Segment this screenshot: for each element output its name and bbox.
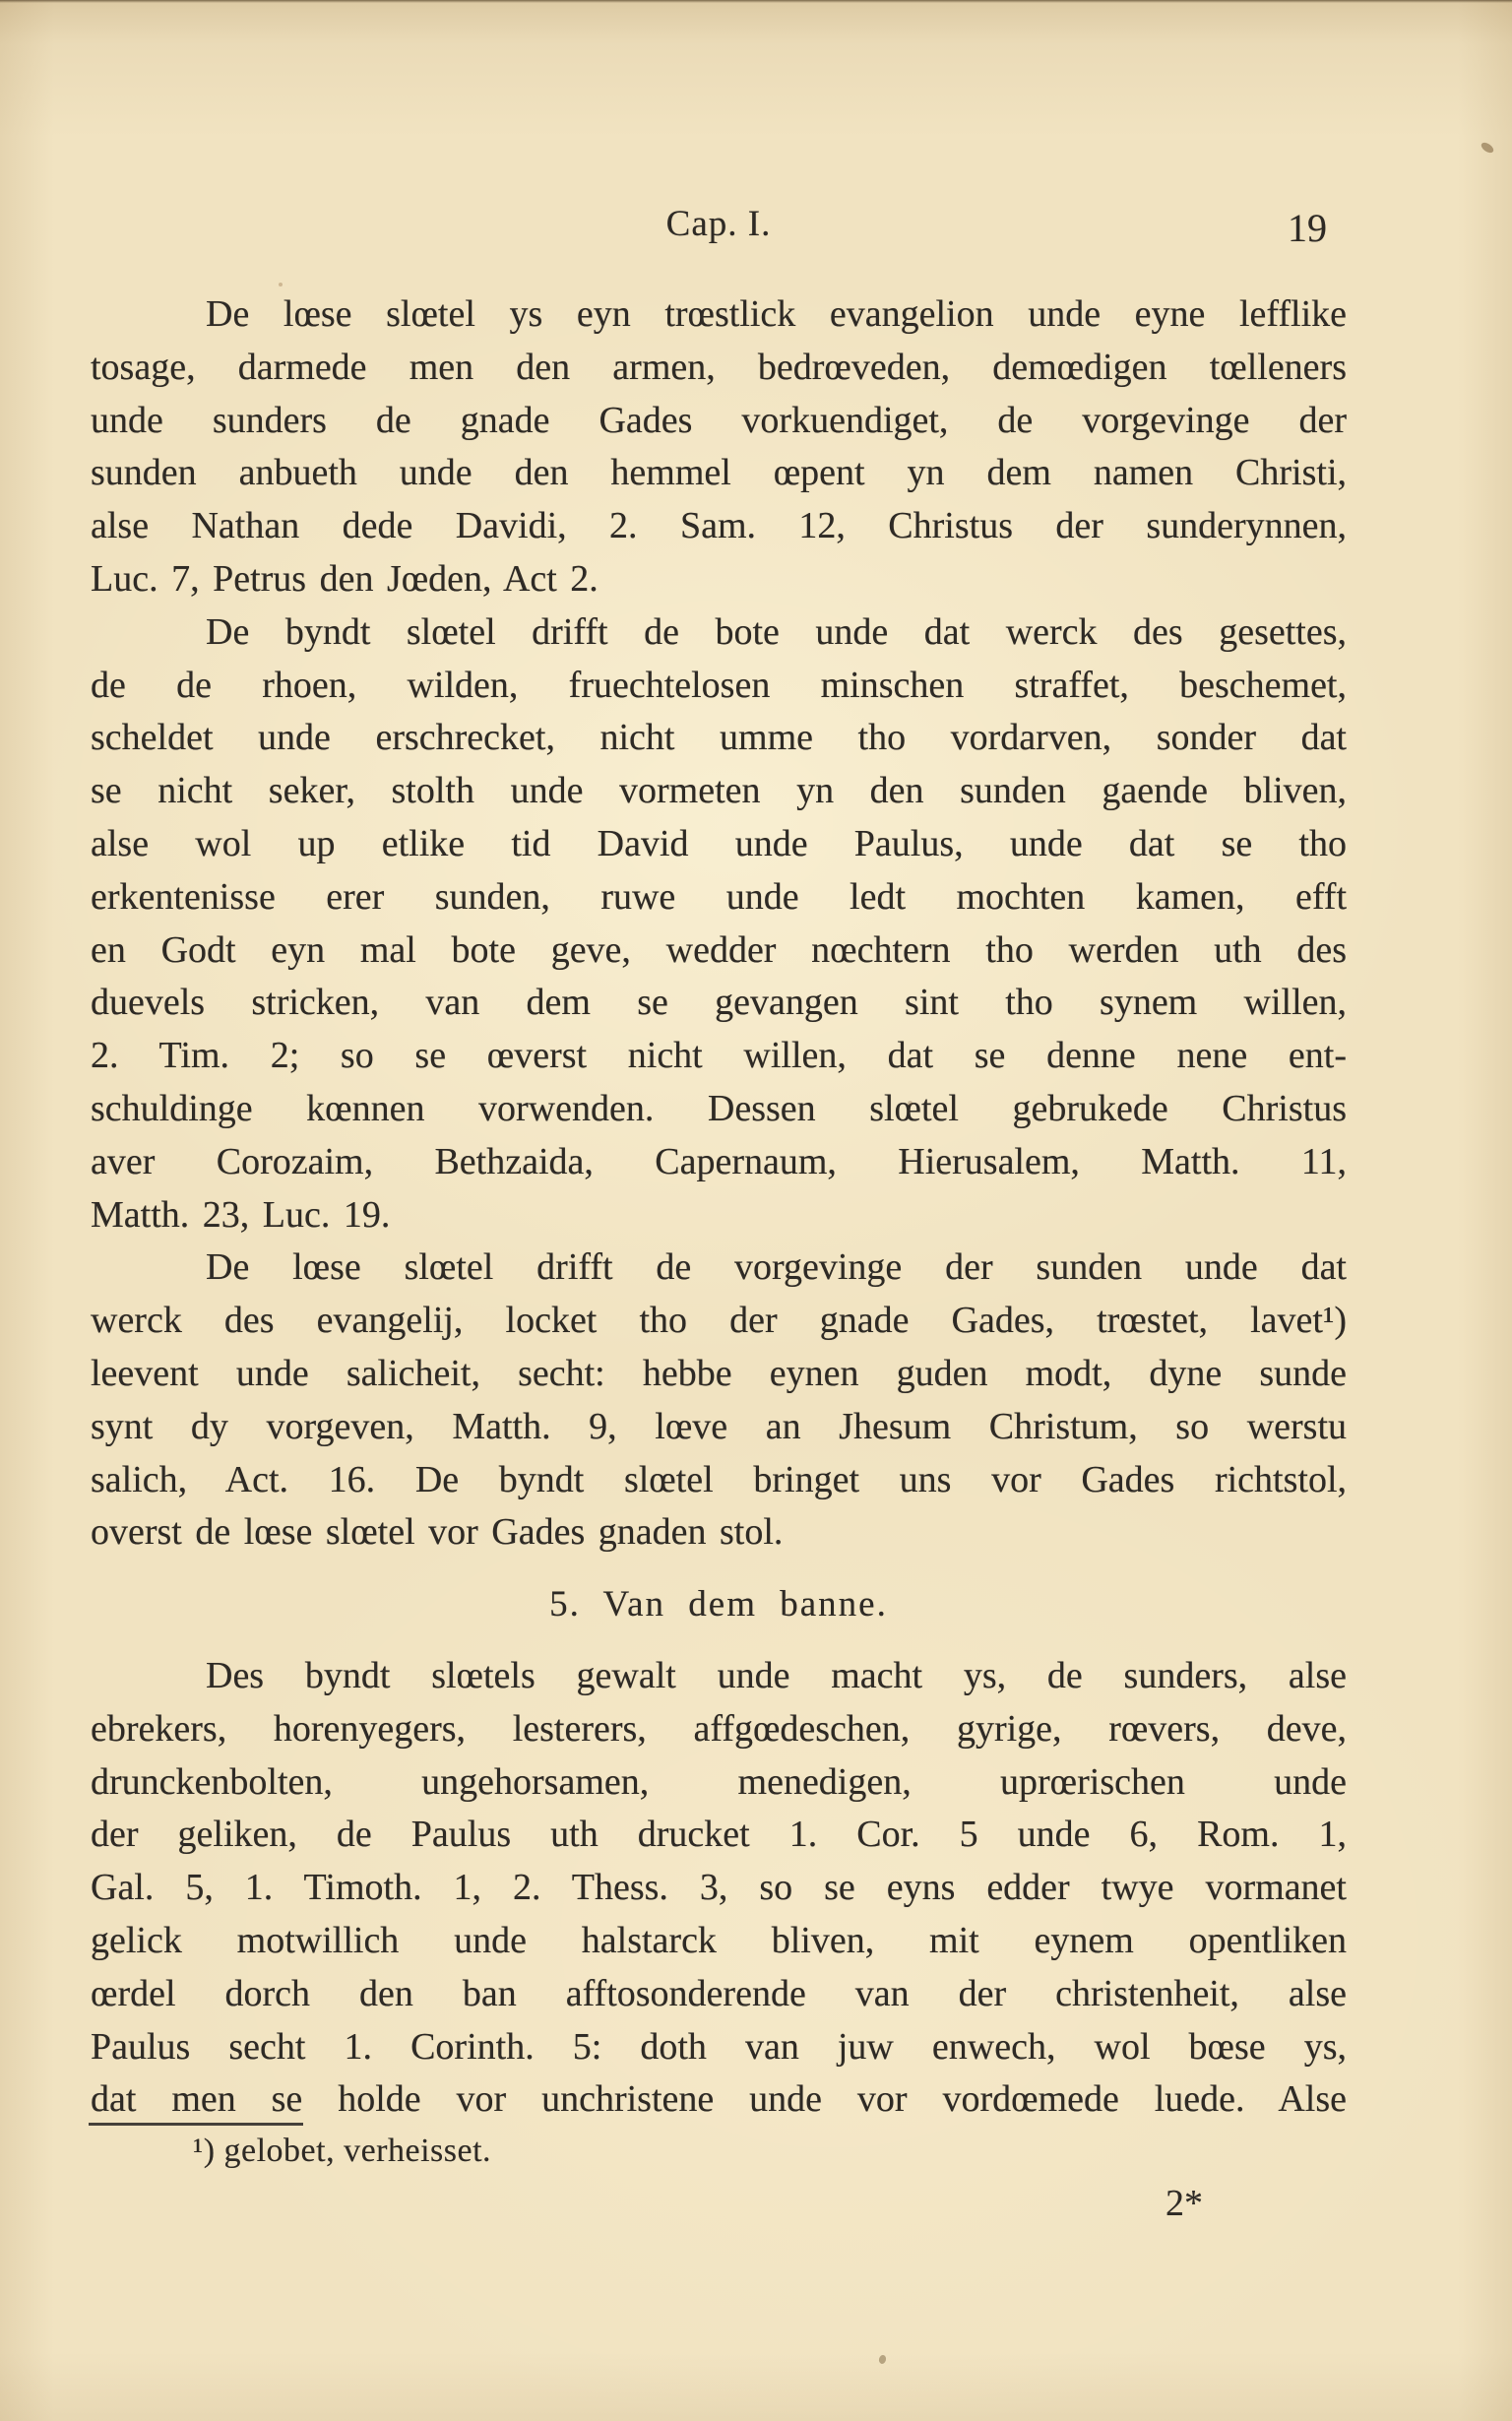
paper-speck (1480, 141, 1495, 156)
text-line: gelick motwillich unde halstarck bliven, mit eynem opentliken (91, 1919, 1347, 1961)
text-line: sunden anbueth unde den hemmel œpent yn dem namen Christi, (91, 452, 1347, 494)
footnote-text: gelobet, verheisset. (223, 2133, 492, 2169)
page-number: 19 (1288, 206, 1327, 250)
text-block (91, 288, 1347, 2127)
text-line: œrdel dorch den ban afftosonderende van der christenheit, alse (91, 1972, 1347, 2014)
text-line: en Godt eyn mal bote geve, wedder nœchtern tho werden uth des (91, 928, 1347, 971)
text-line: 2. Tim. 2; so se œverst nicht willen, dat se denne nene ent- (91, 1035, 1347, 1077)
text-line: erkentenisse erer sunden, ruwe unde ledt mochten kamen, efft (91, 875, 1347, 918)
footnote-marker: ¹) (193, 2133, 216, 2169)
text-line: duevels stricken, van dem se gevangen sint tho synem willen, (91, 982, 1347, 1024)
footnote-separator (89, 2123, 303, 2126)
text-line: De byndt slœtel drifft de bote unde dat werck des gesettes, (206, 610, 1347, 653)
section-heading: 5. Van dem banne. (549, 1584, 888, 1625)
text-line: De lœse slœtel drifft de vorgevinge der sunden unde dat (206, 1246, 1347, 1289)
text-line: scheldet unde erschrecket, nicht umme tho vordarven, sonder dat (91, 717, 1347, 759)
text-line: Matth. 23, Luc. 19. (91, 1193, 391, 1236)
text-line: de de rhoen, wilden, fruechtelosen minschen straffet, beschemet, (91, 664, 1347, 706)
text-line: salich, Act. 16. De byndt slœtel bringet uns vor Gades richtstol, (91, 1458, 1347, 1500)
footnote (193, 2133, 491, 2170)
text-line: synt dy vorgeven, Matth. 9, lœve an Jhesum Christum, so werstu (91, 1405, 1347, 1447)
running-header (91, 203, 1347, 252)
text-line: Gal. 5, 1. Timoth. 1, 2. Thess. 3, so se eyns edder twye vormanet (91, 1867, 1347, 1909)
page-top-edge (0, 0, 1512, 3)
paper-speck (878, 2354, 887, 2365)
text-line: Paulus secht 1. Corinth. 5: doth van juw enwech, wol bœse ys, (91, 2025, 1347, 2068)
text-line: leevent unde salicheit, secht: hebbe eynen guden modt, dyne sunde (91, 1352, 1347, 1394)
text-line: schuldinge kœnnen vorwenden. Dessen slœtel gebrukede Christus (91, 1087, 1347, 1129)
paper-speck (908, 1101, 913, 1106)
text-line: Des byndt slœtels gewalt unde macht ys, de sunders, alse (206, 1654, 1347, 1696)
text-line: dat men se holde vor unchristene unde vor vordœmede luede. Alse (91, 2078, 1347, 2121)
text-line: alse wol up etlike tid David unde Paulus, unde dat se tho (91, 822, 1347, 864)
text-line: tosage, darmede men den armen, bedrœveden, demœdigen tœlleners (91, 346, 1347, 388)
text-line: Luc. 7, Petrus den Jœden, Act 2. (91, 557, 598, 600)
text-line: aver Corozaim, Bethzaida, Capernaum, Hierusalem, Matth. 11, (91, 1140, 1347, 1182)
text-line: werck des evangelij, locket tho der gnade Gades, trœstet, lavet¹) (91, 1300, 1347, 1342)
chapter-label: Cap. I. (665, 204, 772, 244)
text-line: De lœse slœtel ys eyn trœstlick evangelion unde eyne lefflike (206, 293, 1347, 335)
text-line: unde sunders de gnade Gades vorkuendiget, de vorgevinge der (91, 399, 1347, 441)
text-line: drunckenbolten, ungehorsamen, menedigen, uprœrischen unde (91, 1760, 1347, 1803)
text-line: se nicht seker, stolth unde vormeten yn den sunden gaende bliven, (91, 770, 1347, 812)
paper-speck (279, 283, 283, 287)
signature-mark: 2* (1166, 2183, 1203, 2224)
text-line: ebrekers, horenyegers, lesterers, affgœdeschen, gyrige, rœvers, deve, (91, 1707, 1347, 1750)
text-line: overst de lœse slœtel vor Gades gnaden stol. (91, 1511, 784, 1554)
text-line: alse Nathan dede Davidi, 2. Sam. 12, Christus der sunderynnen, (91, 505, 1347, 547)
text-line: der geliken, de Paulus uth drucket 1. Cor. 5 unde 6, Rom. 1, (91, 1814, 1347, 1856)
